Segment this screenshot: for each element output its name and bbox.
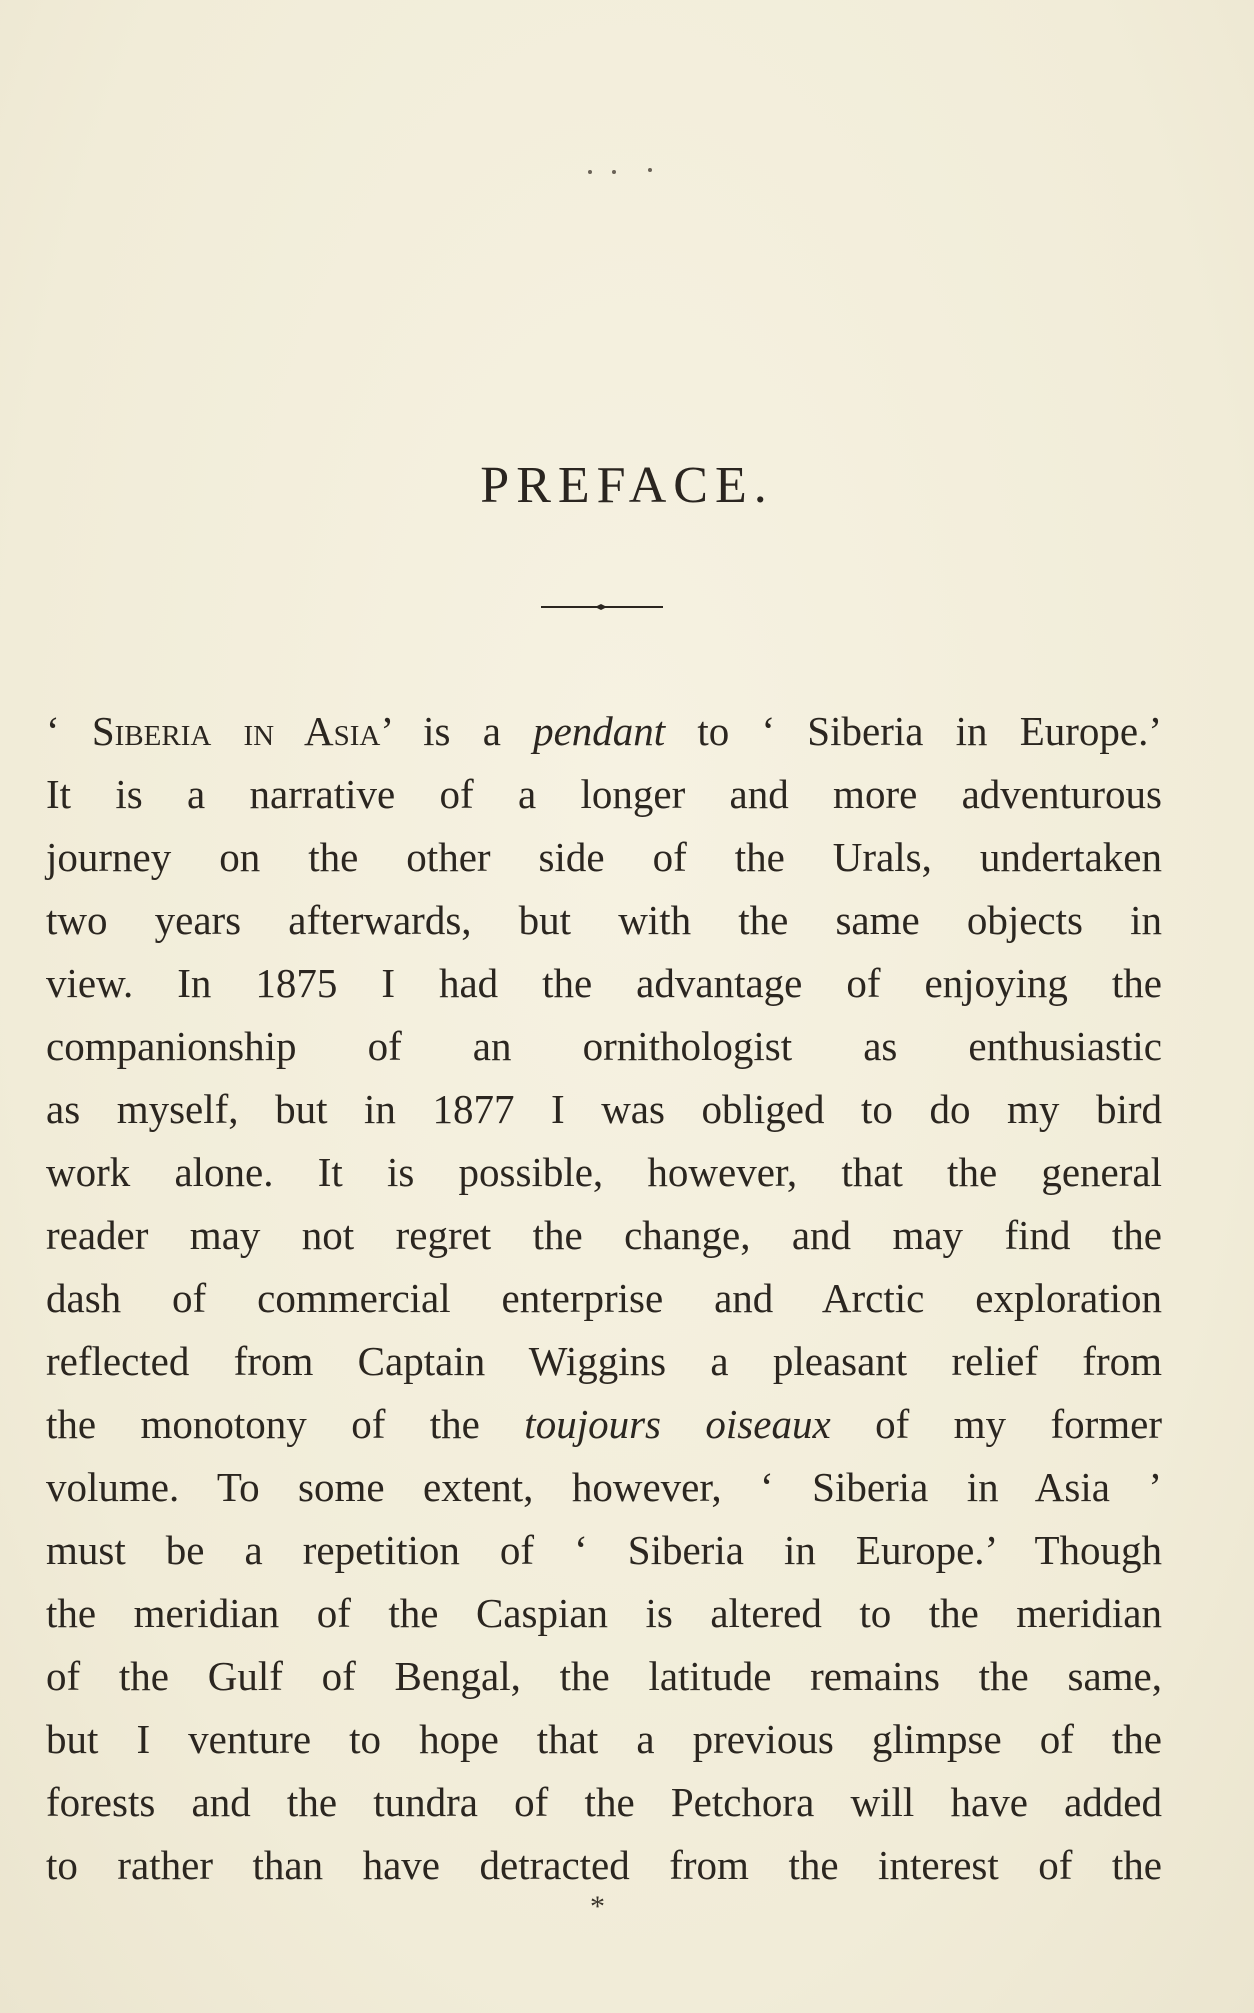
text-run: must be a repetition of ‘ Siberia in Europe.’ Though bbox=[46, 1527, 1162, 1573]
text-line bbox=[46, 1015, 1162, 1078]
text-run: two years afterwards, but with the same objects in bbox=[46, 897, 1162, 943]
text-line bbox=[46, 1834, 1162, 1897]
text-run: reflected from Captain Wiggins a pleasant relief from bbox=[46, 1338, 1162, 1384]
text-line bbox=[46, 1204, 1162, 1267]
preface-paragraph bbox=[46, 700, 1162, 1897]
text-line bbox=[46, 889, 1162, 952]
text-run: of the Gulf of Bengal, the latitude remains the same, bbox=[46, 1653, 1162, 1699]
text-line bbox=[46, 952, 1162, 1015]
text-line bbox=[46, 1078, 1162, 1141]
text-run: the meridian of the Caspian is altered to the meridian bbox=[46, 1590, 1162, 1636]
text-line bbox=[46, 826, 1162, 889]
italic-text: pendant bbox=[533, 708, 666, 754]
text-run: reader may not regret the change, and may find the bbox=[46, 1212, 1162, 1258]
text-line bbox=[46, 1141, 1162, 1204]
text-line bbox=[46, 1582, 1162, 1645]
text-run: forests and the tundra of the Petchora will have added bbox=[46, 1779, 1162, 1825]
text-run: dash of commercial enterprise and Arctic exploration bbox=[46, 1275, 1162, 1321]
text-line bbox=[46, 1519, 1162, 1582]
text-run: the monotony of the bbox=[46, 1401, 525, 1447]
text-line bbox=[46, 1645, 1162, 1708]
text-run: of my former bbox=[830, 1401, 1163, 1447]
ornamental-rule bbox=[541, 604, 663, 610]
text-run: ’ is a bbox=[380, 708, 534, 754]
text-run: as myself, but in 1877 I was obliged to do my bird bbox=[46, 1086, 1162, 1132]
italic-text: toujours oiseaux bbox=[524, 1401, 831, 1447]
text-line bbox=[46, 700, 1162, 763]
text-line bbox=[46, 1456, 1162, 1519]
signature-mark: * bbox=[590, 1890, 605, 1923]
text-line bbox=[46, 1267, 1162, 1330]
ink-speck bbox=[648, 168, 652, 172]
page-title: PREFACE. bbox=[480, 457, 774, 514]
text-run: journey on the other side of the Urals, undertaken bbox=[46, 834, 1162, 880]
text-run: view. In 1875 I had the advantage of enjoying the bbox=[46, 960, 1162, 1006]
ink-speck bbox=[588, 170, 592, 174]
text-line bbox=[46, 1393, 1162, 1456]
text-run: It is a narrative of a longer and more adventurous bbox=[46, 771, 1162, 817]
ink-speck bbox=[612, 170, 616, 174]
text-run: but I venture to hope that a previous glimpse of the bbox=[46, 1716, 1162, 1762]
text-run: volume. To some extent, however, ‘ Siberia in Asia ’ bbox=[46, 1464, 1162, 1510]
text-run: ‘ bbox=[46, 708, 92, 754]
small-caps-text: Siberia in Asia bbox=[91, 708, 381, 754]
text-run: work alone. It is possible, however, that the general bbox=[46, 1149, 1162, 1195]
text-run: companionship of an ornithologist as enthusiastic bbox=[46, 1023, 1162, 1069]
text-line bbox=[46, 763, 1162, 826]
text-line bbox=[46, 1708, 1162, 1771]
text-line bbox=[46, 1771, 1162, 1834]
text-run: to ‘ Siberia in Europe.’ bbox=[665, 708, 1162, 754]
text-run: to rather than have detracted from the interest of the bbox=[46, 1842, 1162, 1888]
text-line bbox=[46, 1330, 1162, 1393]
